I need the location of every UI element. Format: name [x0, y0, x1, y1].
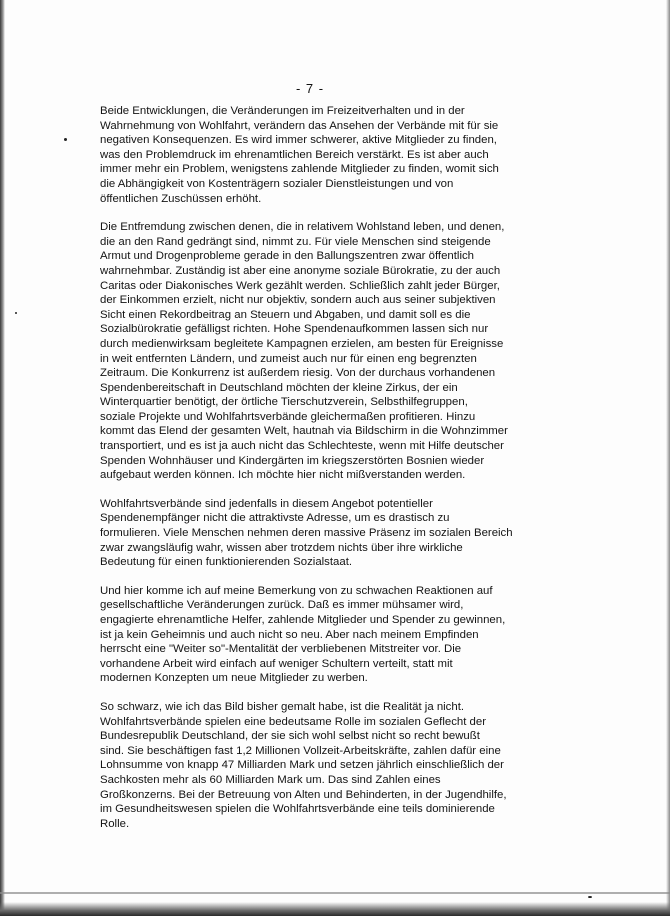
text-line: kommt das Elend der gesamten Welt, hautnah via Bildschirm in die Wohnzimmer	[100, 425, 508, 438]
text-line: Die Entfremdung zwischen denen, die in relativem Wohlstand leben, und denen,	[100, 221, 505, 234]
text-line: die Abhängigkeit von Kostenträgern sozialer Dienstleistungen und von	[100, 177, 454, 190]
scan-speck	[15, 312, 17, 314]
text-line: Und hier komme ich auf meine Bemerkung von zu schwachen Reaktionen auf	[100, 584, 493, 597]
text-line: So schwarz, wie ich das Bild bisher gemalt habe, ist die Realität ja nicht.	[100, 700, 465, 713]
scan-bottom-edge	[0, 902, 670, 916]
scan-speck	[64, 138, 67, 141]
text-line: Sachkosten mehr als 60 Milliarden Mark um. Das sind Zahlen eines	[100, 773, 441, 786]
text-line: Spendenempfänger nicht die attraktivste Adresse, um es drastisch zu	[100, 512, 450, 525]
text-line: negativen Konsequenzen. Es wird immer schwerer, aktive Mitglieder zu finden,	[100, 134, 497, 147]
paragraph	[100, 497, 548, 570]
text-line: zwar zwangsläufig wahr, wissen aber trotzdem nichts über ihre wirkliche	[100, 541, 463, 554]
paragraph	[100, 700, 548, 831]
paragraph	[100, 104, 548, 206]
text-line: vorhandene Arbeit wird einfach auf weniger Schultern verteilt, statt mit	[100, 657, 453, 670]
text-line: Spendenbereitschaft in Deutschland möchten der kleine Zirkus, der ein	[100, 381, 458, 394]
text-line: soziale Projekte und Wohlfahrtsverbände gleichermaßen profitieren. Hinzu	[100, 410, 476, 423]
scan-bottom-line	[0, 892, 670, 894]
paragraph	[100, 584, 548, 686]
text-line: Zeitraum. Die Konkurrenz ist außerdem riesig. Von der durchaus vorhandenen	[100, 367, 496, 380]
text-line: gesellschaftliche Veränderungen zurück. Daß es immer mühsamer wird,	[100, 599, 464, 612]
text-line: öffentlichen Zuschüssen erhöht.	[100, 192, 262, 205]
text-line: Großkonzerns. Bei der Betreuung von Alten und Behinderten, in der Jugendhilfe,	[100, 788, 507, 801]
scan-speck	[588, 896, 592, 898]
text-line: Caritas oder Diakonisches Werk gezählt werden. Schließlich zahlt jeder Bürger,	[100, 279, 500, 292]
text-line: engagierte ehrenamtliche Helfer, zahlende Mitglieder und Spender zu gewinnen,	[100, 614, 506, 626]
text-line: Bedeutung für einen funktionierenden Sozialstaat.	[100, 556, 353, 569]
text-line: Beide Entwicklungen, die Veränderungen im Freizeitverhalten und in der	[100, 105, 465, 117]
text-line: modernen Konzepten um neue Mitglieder zu werben.	[100, 672, 368, 685]
paragraph	[100, 220, 548, 483]
text-line: Wahrnehmung von Wohlfahrt, verändern das Ansehen der Verbände mit für sie	[100, 119, 499, 132]
text-line: in weit entfernten Ländern, und zumeist auch nur für einen eng begrenzten	[100, 352, 477, 365]
document-body	[100, 104, 548, 845]
text-line: transportiert, und es ist ja auch nicht das Schlechteste, wenn mit Hilfe deutscher	[100, 440, 504, 453]
text-line: Spenden Wohnhäuser und Kindergärten im kriegszerstörten Bosnien wieder	[100, 454, 485, 467]
scan-left-edge	[0, 0, 5, 916]
text-line: was den Problemdruck im ehrenamtlichen Bereich verstärkt. Es ist aber auch	[100, 148, 489, 161]
scan-right-edge	[666, 0, 670, 916]
text-line: Sicht einen Rekordbeitrag an Steuern und Abgaben, und damit soll es die	[100, 308, 471, 321]
text-line: Wohlfahrtsverbände sind jedenfalls in diesem Angebot potentieller	[100, 497, 433, 510]
text-line: der Einkommen erzielt, nicht nur objektiv, sondern auch aus seiner subjektiven	[100, 294, 496, 307]
text-line: Rolle.	[100, 817, 130, 830]
text-line: im Gesundheitswesen spielen die Wohlfahrtsverbände eine teils dominierende	[100, 803, 495, 816]
text-line: herrscht eine "Weiter so"-Mentalität der verbliebenen Mitstreiter vor. Die	[100, 643, 462, 656]
text-line: wahrnehmbar. Zuständig ist aber eine anonyme soziale Bürokratie, zu der auch	[100, 264, 501, 277]
text-line: Lohnsumme von knapp 47 Milliarden Mark und setzen jährlich einschließlich der	[100, 759, 504, 772]
text-line: Bundesrepublik Deutschland, der sie sich wohl selbst nicht so recht bewußt	[100, 730, 480, 743]
text-line: Winterquartier benötigt, der örtliche Tierschutzverein, Selbsthilfegruppen,	[100, 396, 468, 409]
text-line: die an den Rand gedrängt sind, nimmt zu. Für viele Menschen sind steigende	[100, 235, 491, 248]
text-line: Wohlfahrtsverbände spielen eine bedeutsame Rolle im sozialen Geflecht der	[100, 715, 487, 728]
text-line: Sozialbürokratie gefälligst richten. Hohe Spendenaufkommen lassen sich nur	[100, 323, 489, 336]
text-line: durch medienwirksam begleitete Kampagnen erzielen, am besten für Ereignisse	[100, 337, 504, 350]
text-line: ist ja kein Geheimnis und auch nicht so neu. Aber nach meinem Empfinden	[100, 628, 479, 641]
text-line: immer mehr ein Problem, wenigstens zahlende Mitglieder zu finden, womit sich	[100, 163, 499, 176]
text-line: formulieren. Viele Menschen nehmen deren massive Präsenz im sozialen Bereich	[100, 527, 513, 540]
text-line: sind. Sie beschäftigen fast 1,2 Millionen Vollzeit-Arbeitskräfte, zahlen dafür eine	[100, 744, 501, 757]
text-line: aufgebaut werden können. Ich möchte hier nicht mißverstanden werden.	[100, 469, 466, 482]
page-number: - 7 -	[295, 81, 325, 96]
text-line: Armut und Drogenprobleme gerade in den Ballungszentren zwar öffentlich	[100, 250, 475, 263]
